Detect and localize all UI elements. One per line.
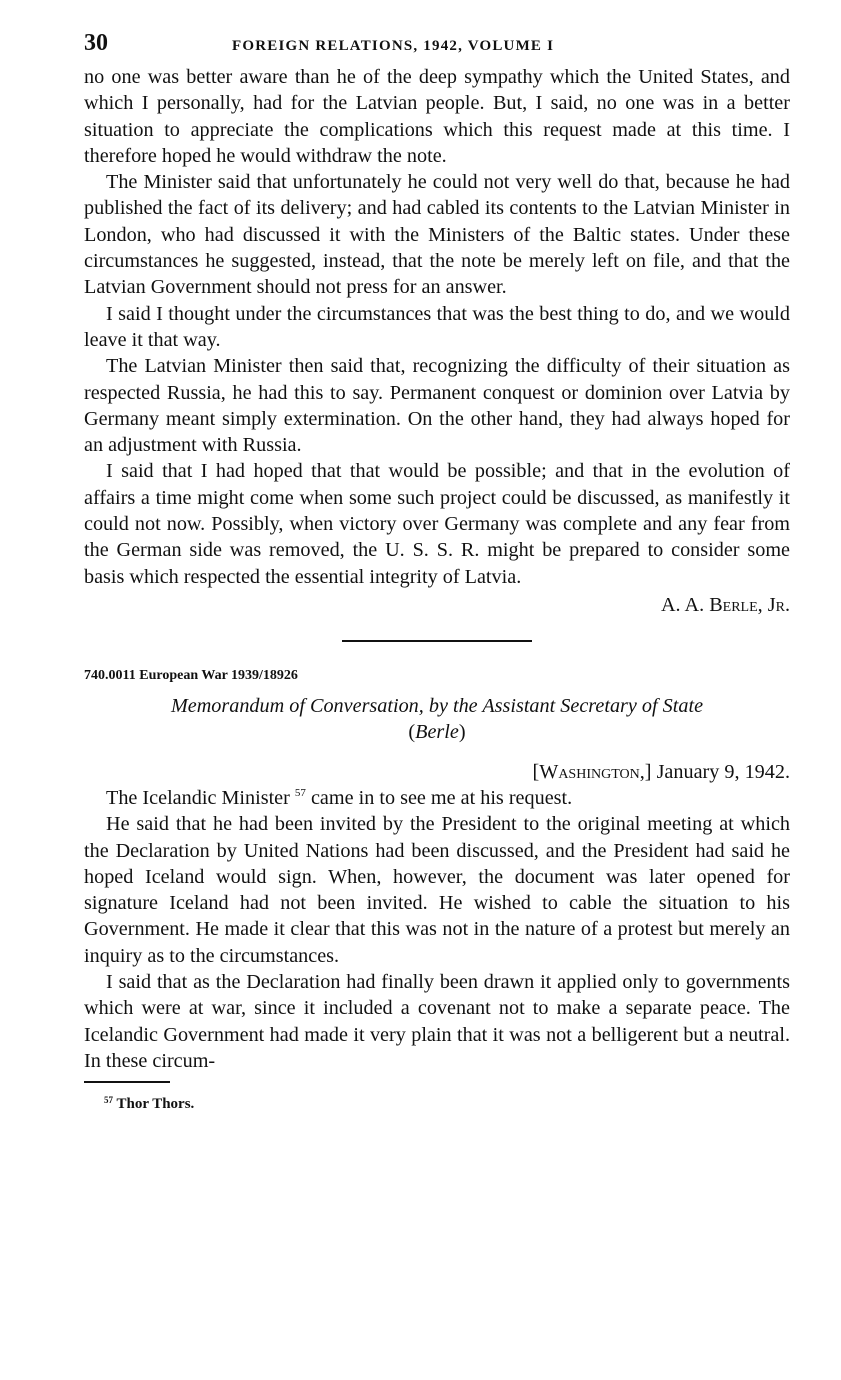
place-date-line: [Washington,] January 9, 1942. bbox=[532, 760, 790, 783]
footnote-text: Thor Thors. bbox=[116, 1096, 195, 1113]
footnote-number: 57 bbox=[104, 1095, 113, 1106]
signature-suffix: , Jr. bbox=[757, 593, 790, 616]
document-author: (Berle) bbox=[408, 720, 466, 743]
signature-initials: A. A. bbox=[660, 593, 710, 616]
iceland-memorandum bbox=[84, 667, 790, 1074]
signature bbox=[84, 592, 790, 618]
paragraph: The Latvian Minister then said that, recognizing the difficulty of their situation as respected Russia, he had this to say. Permanent conquest or dominion over Latvia by Germany meant simply extermination. On the other hand, they had always hoped for an adjustment with Russia. bbox=[84, 355, 790, 457]
paragraph: The Minister said that unfortunately he could not very well do that, because he had published the fact of its delivery; and had cabled its contents to the Latvian Minister in London, who had discussed it with the Ministers of the Baltic states. Under these circumstances he suggested, instead, that the note be merely left on file, and that the Latvian Government should not press for an answer. bbox=[84, 171, 790, 299]
running-title: FOREIGN RELATIONS, 1942, VOLUME I bbox=[232, 38, 555, 54]
latvia-memorandum-continuation bbox=[84, 64, 790, 618]
document-title: Memorandum of Conversation, by the Assistant Secretary of State bbox=[170, 694, 704, 717]
page-number: 30 bbox=[84, 30, 108, 56]
paragraph: I said I thought under the circumstances that was the best thing to do, and we would leave it that way. bbox=[84, 302, 790, 351]
document-page bbox=[84, 30, 790, 1113]
paragraph: I said that I had hoped that that would be possible; and that in the evolution of affairs a time might come when some such project could be discussed, as manifestly it could not now. Possibly, when victory over Germany was complete and any fear from the German side was removed, the U. S. S. R. might be prepared to consider some basis which respected the essential integrity of Latvia. bbox=[84, 460, 790, 588]
running-head bbox=[84, 30, 790, 64]
footnote bbox=[84, 1095, 790, 1113]
paragraph-text: The Icelandic Minister bbox=[106, 786, 290, 809]
paragraph: I said that as the Declaration had finally been drawn it applied only to governments which were at war, since it included a covenant not to make a separate peace. The Icelandic Government had made it very plain that it was not a belligerent but a neutral. In these circum- bbox=[84, 971, 790, 1072]
file-number: 740.0011 European War 1939/18926 bbox=[84, 667, 298, 683]
paragraph: no one was better aware than he of the deep sympathy which the United States, and which I personally, had for the Latvian people. But, I said, no one was in a better situation to appreciate the complications which this request made at this time. I therefore hoped he would withdraw the note. bbox=[84, 66, 790, 167]
date: January 9, 1942. bbox=[656, 760, 790, 783]
section-divider bbox=[342, 640, 532, 642]
place: Washington bbox=[539, 760, 640, 783]
footnote-reference: 57 bbox=[294, 786, 306, 799]
paragraph bbox=[84, 785, 790, 811]
author-name: Berle bbox=[415, 720, 459, 743]
signature-surname: Berle bbox=[709, 593, 758, 616]
footnote-divider bbox=[84, 1081, 170, 1083]
paragraph: He said that he had been invited by the President to the original meeting at which the Declaration by United Nations had been discussed, and the President had said he hoped Iceland would sign. When, however, the document was later opened for signature Iceland had not been invited. He wished to cable the situation to his Government. He made it clear that this was not in the nature of a protest but merely an inquiry as to the circumstances. bbox=[84, 813, 790, 967]
paragraph-text: came in to see me at his request. bbox=[305, 786, 573, 809]
